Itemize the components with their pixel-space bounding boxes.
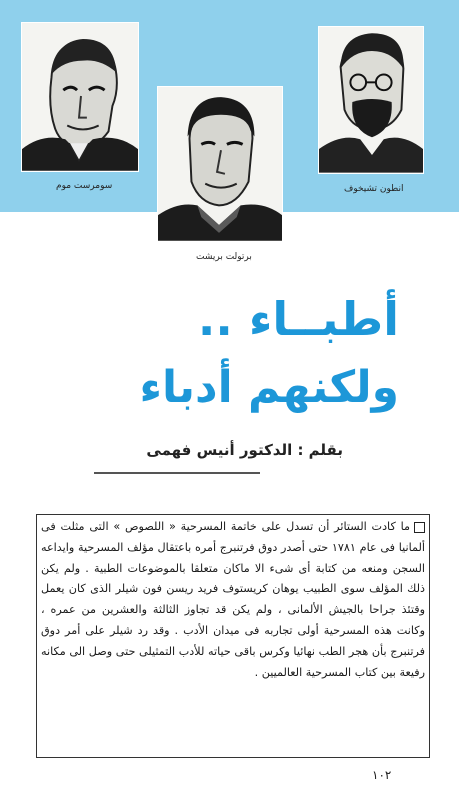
brecht-photo <box>158 87 282 241</box>
portrait-brecht <box>157 86 283 242</box>
portrait-chekhov <box>318 26 424 174</box>
article-body-text: ما كادت الستائر أن تسدل على خاتمة المسرحية « اللصوص » التى مثلت فى ألمانيا فى عام ١٧٨١ حتى أصدر دوق فرتنبرج أمره باعتقال مؤلف المسرحية وايداعه السجن ومنعه من كتابة أى شىء الا ماكان متعلقا بالموضوعات الطبية . ولم يكن ذلك المؤلف سوى الطبيب يوهان كريستوف فريد ريسن فون شيلر الذى كان يعمل وقتئذ جراحا بالجيش الألمانى ، ولم يكن قد تجاوز الثالثة والعشرين من عمره ، وكانت هذه المسرحية أولى تجاربه فى ميدان الأدب . وقد رد شيلر على أمر دوق فرتنبرج بأن هجر الطب نهائيا وكرس باقى حياته للأدب التمثيلى حتى وصل الى مكانه رفيعة بين كتاب المسرحية العالميين . <box>41 520 425 679</box>
byline-divider <box>94 472 260 474</box>
portrait-maugham <box>21 22 139 172</box>
page-number: ١٠٢ <box>372 768 392 782</box>
caption-brecht: برتولت بريشت <box>196 252 252 262</box>
maugham-photo <box>22 23 138 171</box>
caption-chekhov: انطون تشيخوف <box>344 184 404 194</box>
article-body <box>41 517 425 683</box>
chekhov-photo <box>319 27 423 173</box>
caption-maugham: سومرست موم <box>56 181 113 191</box>
article-title-line-1: أطبــاء .. <box>197 292 399 346</box>
article-title-line-2: ولكنهم أدباء <box>139 362 399 413</box>
paragraph-square-icon <box>414 522 425 533</box>
article-byline: بقلم : الدكتور أنيس فهمى <box>146 441 343 459</box>
